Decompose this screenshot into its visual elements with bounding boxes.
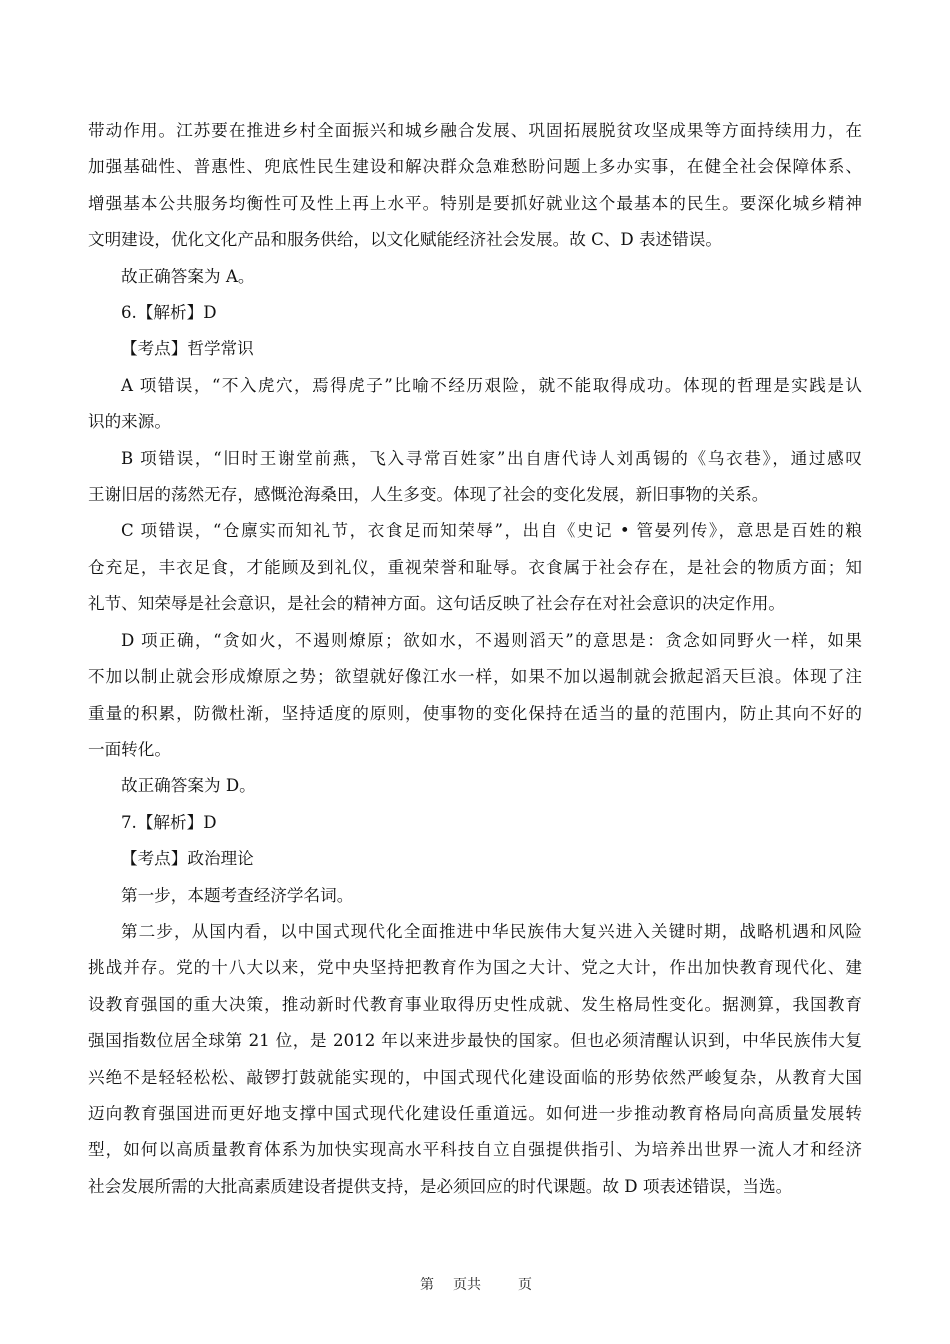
- paragraph-12-line-0: 第二步，从国内看，以中国式现代化全面推进中华民族伟大复兴进入关键时期，战略机遇和风险: [121, 921, 862, 941]
- paragraph-5-line-0: B 项错误，“旧时王谢堂前燕，飞入寻常百姓家”出自唐代诗人刘禹锡的《乌衣巷》，通过感叹: [121, 448, 862, 468]
- paragraph-6-line-1: 仓充足，丰衣足食，才能顾及到礼仪，重视荣誉和耻辱。衣食属于社会存在，是社会的物质方面；知: [88, 557, 862, 577]
- paragraph-0-line-3: 文明建设，优化文化产品和服务供给，以文化赋能经济社会发展。故 C、D 表述错误。: [88, 230, 722, 250]
- document-body: [88, 113, 862, 1205]
- paragraph-2-line-0: 6.【解析】D: [121, 303, 217, 323]
- paragraph-12-line-5: 迈向教育强国进而更好地支撑中国式现代化建设任重道远。如何进一步推动教育格局向高质量发展转: [88, 1103, 862, 1123]
- paragraph-8-line-0: 故正确答案为 D。: [121, 776, 256, 796]
- paragraph-1-line-0: 故正确答案为 A。: [121, 266, 255, 286]
- paragraph-0-line-2: 增强基本公共服务均衡性可及性上再上水平。特别是要抓好就业这个最基本的民生。要深化城乡精神: [88, 193, 862, 213]
- paragraph-6-line-2: 礼节、知荣辱是社会意识，是社会的精神方面。这句话反映了社会存在对社会意识的决定作用。: [88, 594, 785, 614]
- paragraph-12-line-4: 兴绝不是轻轻松松、敲锣打鼓就能实现的，中国式现代化建设面临的形势依然严峻复杂，从教育大国: [88, 1067, 862, 1087]
- paragraph-3-line-0: 【考点】哲学常识: [121, 339, 254, 359]
- paragraph-4-line-0: A 项错误，“不入虎穴，焉得虎子”比喻不经历艰险，就不能取得成功。体现的哲理是实践是认: [121, 375, 862, 395]
- paragraph-12-line-2: 设教育强国的重大决策，推动新时代教育事业取得历史性成就、发生格局性变化。据测算，我国教育: [88, 994, 862, 1014]
- page-footer: [0, 1273, 950, 1297]
- paragraph-7-line-3: 一面转化。: [88, 739, 171, 759]
- footer-total-label: 页: [518, 1277, 532, 1293]
- paragraph-11-line-0: 第一步，本题考查经济学名词。: [121, 885, 354, 905]
- paragraph-10-line-0: 【考点】政治理论: [121, 849, 254, 869]
- paragraph-12-line-6: 型，如何以高质量教育体系为加快实现高水平科技自立自强提供指引、为培养出世界一流人才和经济: [88, 1140, 862, 1160]
- paragraph-7-line-0: D 项正确，“贪如火，不遏则燎原；欲如水，不遏则滔天”的意思是：贪念如同野火一样，如果: [121, 630, 862, 650]
- paragraph-9-line-0: 7.【解析】D: [121, 812, 217, 832]
- footer-page-separator: 页共: [453, 1277, 481, 1293]
- paragraph-12-line-7: 社会发展所需的大批高素质建设者提供支持，是必须回应的时代课题。故 D 项表述错误，当选。: [88, 1176, 793, 1196]
- paragraph-12-line-3: 强国指数位居全球第 21 位，是 2012 年以来进步最快的国家。但也必须清醒认识到，中华民族伟大复: [88, 1031, 862, 1051]
- paragraph-0-line-1: 加强基础性、普惠性、兜底性民生建设和解决群众急难愁盼问题上多办实事，在健全社会保障体系、: [88, 157, 862, 177]
- paragraph-12-line-1: 挑战并存。党的十八大以来，党中央坚持把教育作为国之大计、党之大计，作出加快教育现代化、建: [88, 958, 862, 978]
- paragraph-7-line-2: 重量的积累，防微杜渐，坚持适度的原则，使事物的变化保持在适当的量的范围内，防止其向不好的: [88, 703, 862, 723]
- footer-page-label: 第: [420, 1277, 434, 1293]
- paragraph-7-line-1: 不加以制止就会形成燎原之势；欲望就好像江水一样，如果不加以遏制就会掀起滔天巨浪。体现了注: [88, 667, 862, 687]
- paragraph-6-line-0: C 项错误，“仓廪实而知礼节，衣食足而知荣辱”，出自《史记 • 管晏列传》，意思是百姓的粮: [121, 521, 862, 541]
- paragraph-0-line-0: 带动作用。江苏要在推进乡村全面振兴和城乡融合发展、巩固拓展脱贫攻坚成果等方面持续用力，在: [88, 121, 862, 140]
- paragraph-5-line-1: 王谢旧居的荡然无存，感慨沧海桑田，人生多变。体现了社会的变化发展，新旧事物的关系。: [88, 485, 769, 505]
- paragraph-4-line-1: 识的来源。: [88, 412, 171, 432]
